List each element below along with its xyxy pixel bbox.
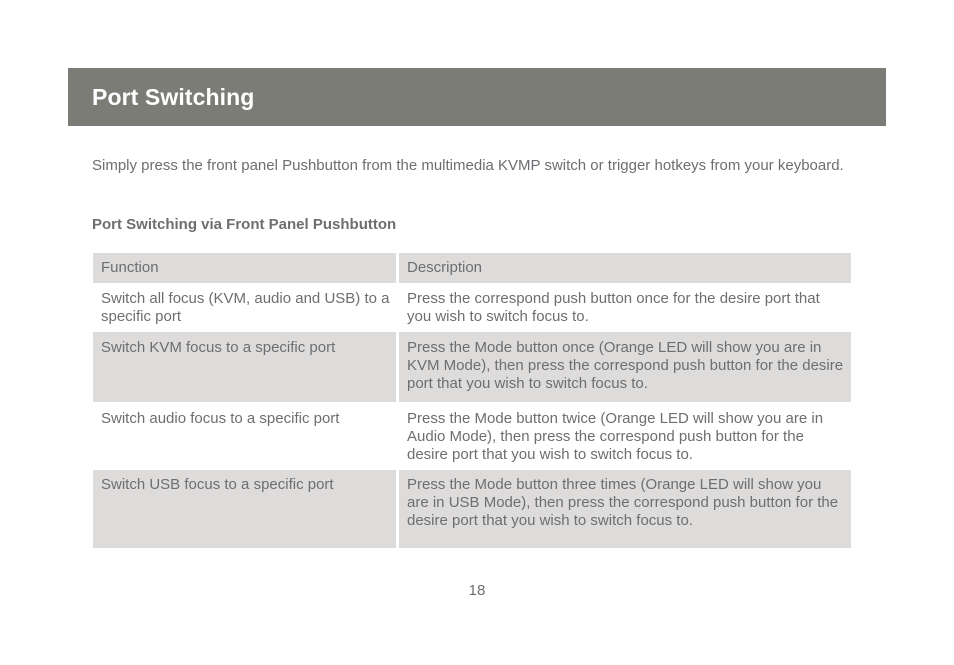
function-cell: Switch KVM focus to a specific port: [93, 332, 398, 402]
title-bar: [68, 68, 886, 126]
table-header-row: [93, 253, 851, 283]
section-heading: Port Switching via Front Panel Pushbutton: [92, 216, 397, 233]
function-cell: Switch USB focus to a specific port: [93, 470, 398, 548]
description-cell: Press the Mode button three times (Orange LED will show you are in USB Mode), then press the correspond push button for the desire port that you wish to switch focus to.: [398, 470, 852, 548]
function-cell: Switch audio focus to a specific port: [93, 402, 398, 470]
page-number: 18: [468, 582, 486, 599]
intro-paragraph: Simply press the front panel Pushbutton from the multimedia KVMP switch or trigger hotkeys from your keyboard.: [92, 157, 844, 174]
description-cell: Press the Mode button once (Orange LED will show you are in KVM Mode), then press the correspond push button for the desire port that you wish to switch focus to.: [398, 332, 852, 402]
page-title: Port Switching: [92, 84, 255, 110]
column-header-function: Function: [93, 253, 398, 283]
table-row: [93, 283, 851, 332]
port-switching-table: [93, 253, 851, 548]
table-row: [93, 470, 851, 548]
description-cell: Press the Mode button twice (Orange LED will show you are in Audio Mode), then press the correspond push button for the desire port that you wish to switch focus to.: [398, 402, 852, 470]
column-header-description: Description: [398, 253, 852, 283]
table-row: [93, 332, 851, 402]
description-cell: Press the correspond push button once for the desire port that you wish to switch focus to.: [398, 283, 852, 332]
function-cell: Switch all focus (KVM, audio and USB) to a specific port: [93, 283, 398, 332]
table-row: [93, 402, 851, 470]
